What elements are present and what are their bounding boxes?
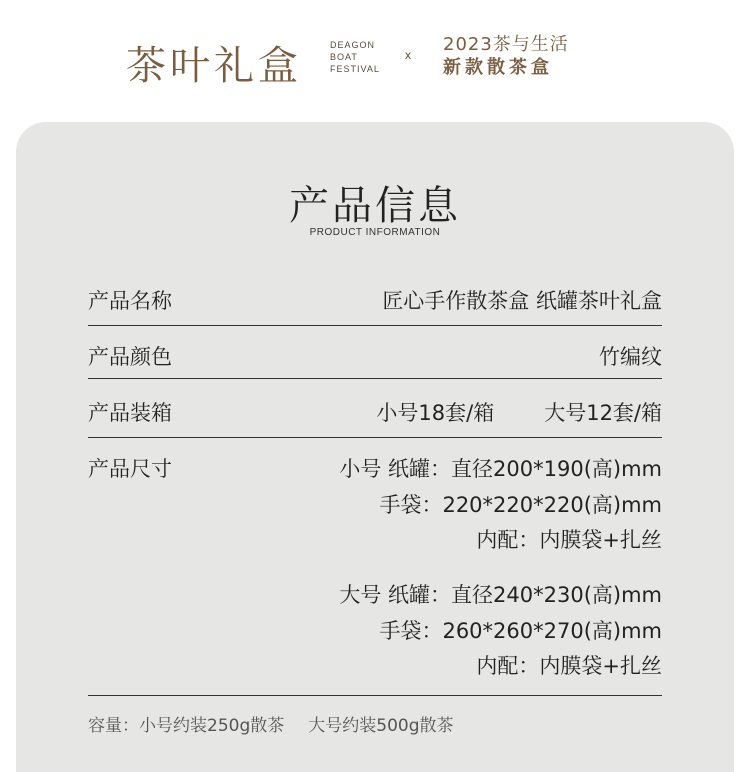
section-title: 产品信息	[289, 183, 461, 229]
divider	[88, 695, 662, 696]
size-small-line-3: 内配：内膜袋+扎丝	[476, 528, 662, 552]
size-large-line-2: 手袋：260*260*270(高)mm	[379, 619, 662, 643]
size-large-line-1: 大号 纸罐：直径240*230(高)mm	[339, 583, 662, 607]
row-value-name: 匠心手作散茶盒 纸罐茶叶礼盒	[382, 289, 662, 313]
capacity-note	[88, 711, 454, 736]
festival-word-2: BOAT	[330, 52, 358, 62]
capacity-small: 容量：小号约装250g散茶	[88, 716, 285, 736]
collab-text	[443, 34, 569, 80]
row-label-name: 产品名称	[88, 289, 172, 313]
size-large-line-3: 内配：内膜袋+扎丝	[476, 654, 662, 678]
row-label-size: 产品尺寸	[88, 457, 172, 481]
row-label-packing: 产品装箱	[88, 401, 172, 425]
size-small-line-1: 小号 纸罐：直径200*190(高)mm	[339, 457, 662, 481]
brand-title: 茶叶礼盒	[126, 43, 302, 89]
cross-mark: x	[405, 48, 411, 62]
festival-english-text	[330, 39, 400, 75]
size-small-line-2: 手袋：220*220*220(高)mm	[379, 493, 662, 517]
collab-line-2: 新款散茶盒	[443, 57, 553, 78]
divider	[88, 325, 662, 326]
divider	[88, 437, 662, 438]
row-label-color: 产品颜色	[88, 345, 172, 369]
capacity-large: 大号约装500g散茶	[308, 716, 454, 736]
festival-word-1: DEAGON	[330, 40, 376, 50]
row-value-color: 竹编纹	[599, 345, 662, 369]
row-value-packing	[376, 397, 662, 427]
section-subtitle: PRODUCT INFORMATION	[309, 227, 441, 238]
header	[0, 30, 750, 90]
packing-large: 大号12套/箱	[544, 401, 662, 425]
festival-word-3: FESTIVAL	[330, 64, 380, 74]
collab-line-1: 2023茶与生活	[443, 34, 569, 55]
packing-small: 小号18套/箱	[376, 401, 495, 425]
divider	[88, 378, 662, 379]
